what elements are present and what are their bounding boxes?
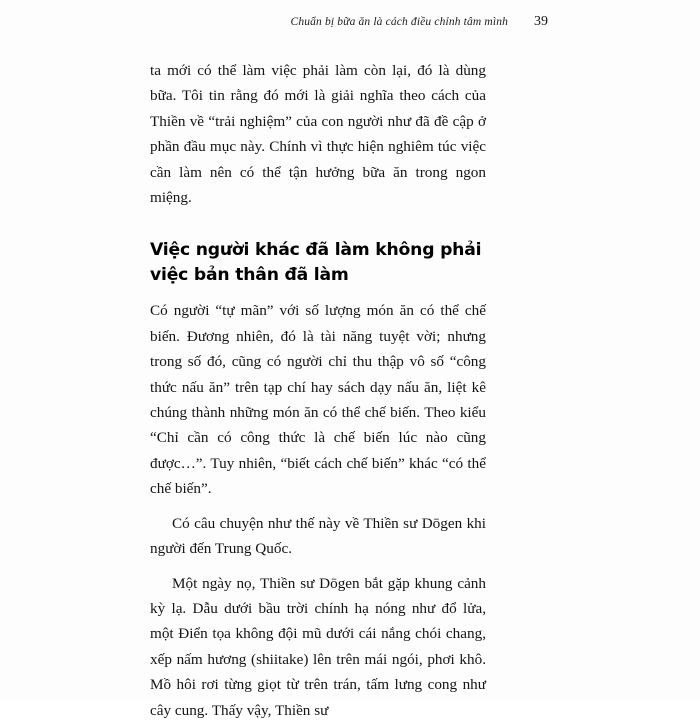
- paragraph-spacer: [150, 562, 486, 571]
- paragraph-2: Có người “tự mãn” với số lượng món ăn có thể chế biến. Đương nhiên, đó là tài năng tuyệt vời; nhưng trong số đó, cũng có người chỉ thu thập vô số “công thức nấu ăn” trên tạp chí hay sách dạy nấu ăn, liệt kê chúng thành những món ăn có thể chế biến. Theo kiểu “Chỉ cần có công thức là chế biến lúc nào cũng được…”. Tuy nhiên, “biết cách chế biến” khác “có thể chế biến”.: [150, 302, 486, 498]
- paragraph-4: Một ngày nọ, Thiền sư Dōgen bắt gặp khung cảnh kỳ lạ. Dẫu dưới bầu trời chính hạ nóng như đổ lửa, một Điển tọa không đội mũ dưới cái nắng chói chang, xếp nấm hương (shiitake) lên trên mái ngói, phơi khô. Mồ hôi rơi từng giọt từ trên trán, tấm lưng cong như cây cung. Thấy vậy, Thiền sư: [150, 574, 486, 719]
- running-head-title: Chuẩn bị bữa ăn là cách điều chỉnh tâm mình: [290, 16, 508, 28]
- section-heading: Việc người khác đã làm không phải việc bản thân đã làm: [150, 240, 482, 286]
- running-head: [150, 14, 550, 36]
- paragraph-3: Có câu chuyện như thế này về Thiền sư Dōgen khi người đến Trung Quốc.: [150, 514, 486, 558]
- paragraph-spacer: [150, 502, 486, 511]
- page-content-area: [150, 14, 550, 719]
- body-text-column: [150, 58, 486, 723]
- page-number: 39: [534, 14, 548, 29]
- paragraph-1: ta mới có thể làm việc phải làm còn lại, đó là dùng bữa. Tôi tin rằng đó mới là giải nghĩa theo cách của Thiền về “trải nghiệm” của con người như đã đề cập ở phần đầu mục này. Chính vì thực hiện nghiêm túc việc cần làm nên có thể tận hưởng bữa ăn trong ngon miệng.: [150, 62, 486, 207]
